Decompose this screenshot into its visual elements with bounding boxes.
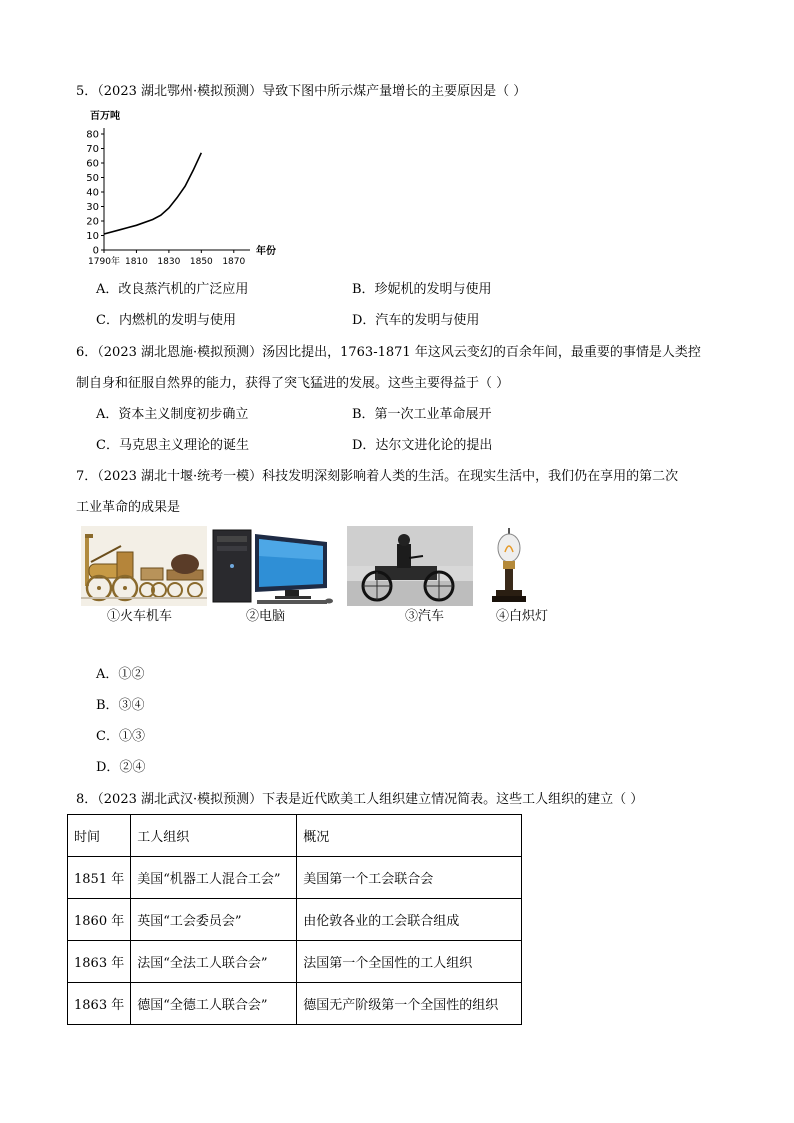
- cell-organization: 英国“工会委员会”: [131, 899, 297, 941]
- cell-organization: 法国“全法工人联合会”: [131, 941, 297, 983]
- cell-overview: 由伦敦各业的工会联合组成: [297, 899, 522, 941]
- y-tick-label: 50: [86, 173, 99, 184]
- q7-option-b[interactable]: B．③④: [96, 698, 145, 713]
- q5-option-c[interactable]: C．内燃机的发明与使用: [96, 313, 236, 328]
- y-tick-label: 80: [86, 129, 99, 141]
- header-time: 时间: [68, 815, 131, 857]
- q6-option-d[interactable]: D．达尔文进化论的提出: [352, 438, 493, 453]
- coal-output-line: [104, 153, 201, 234]
- q5-stem: 5．（2023 湖北鄂州·模拟预测）导致下图中所示煤产量增长的主要原因是（ ）: [76, 84, 527, 99]
- computer-image: [209, 526, 335, 606]
- chart-x-ticks: [88, 250, 245, 267]
- y-tick-label: 20: [86, 216, 99, 228]
- x-tick-label: 1810: [124, 257, 148, 267]
- locomotive-image: [81, 526, 207, 606]
- q7-stem-line1: 7．（2023 湖北十堰·统考一模）科技发明深刻影响着人类的生活。在现实生活中，我们仍在享用的第二次: [76, 469, 679, 484]
- caption-car: ③汽车: [405, 609, 445, 624]
- y-tick-label: 30: [86, 202, 99, 213]
- cell-overview: 美国第一个工会联合会: [297, 857, 522, 899]
- cell-organization: 德国“全德工人联合会”: [131, 983, 297, 1025]
- y-tick-label: 0: [92, 245, 99, 257]
- q6-option-a[interactable]: A．资本主义制度初步确立: [96, 407, 249, 422]
- q8-stem: 8．（2023 湖北武汉·模拟预测）下表是近代欧美工人组织建立情况简表。这些工人组织的建立（ ）: [76, 792, 644, 807]
- q7-option-c[interactable]: C．①③: [96, 729, 145, 744]
- table-row: [68, 941, 522, 983]
- coal-output-chart: [72, 108, 292, 268]
- y-tick-label: 10: [86, 231, 99, 242]
- header-organization: 工人组织: [131, 815, 297, 857]
- chart-xlabel: 年份: [256, 246, 276, 257]
- cell-overview: 德国无产阶级第一个全国性的组织: [297, 983, 522, 1025]
- q5-option-d[interactable]: D．汽车的发明与使用: [352, 313, 480, 328]
- q6-option-c[interactable]: C．马克思主义理论的诞生: [96, 438, 249, 453]
- table-header-row: [68, 815, 522, 857]
- cell-time: 1863 年: [68, 983, 131, 1025]
- cell-organization: 美国“机器工人混合工会”: [131, 857, 297, 899]
- x-tick-label: 1870: [222, 257, 246, 267]
- cell-time: 1851 年: [68, 857, 131, 899]
- cell-overview: 法国第一个全国性的工人组织: [297, 941, 522, 983]
- x-tick-label: 1850: [189, 257, 213, 267]
- cell-time: 1863 年: [68, 941, 131, 983]
- caption-light-bulb: ④白炽灯: [496, 609, 549, 624]
- table-row: [68, 857, 522, 899]
- chart-ylabel: 百万吨: [90, 111, 120, 122]
- light-bulb-image: [488, 526, 530, 606]
- car-image: [347, 526, 473, 606]
- chart-y-ticks: [86, 130, 104, 257]
- q6-option-b[interactable]: B．第一次工业革命展开: [352, 407, 492, 422]
- table-row: [68, 983, 522, 1025]
- y-tick-label: 70: [86, 144, 99, 155]
- q6-stem-line2: 制自身和征服自然界的能力，获得了突飞猛进的发展。这些主要得益于（ ）: [76, 376, 510, 391]
- x-tick-label: 1830: [157, 257, 181, 267]
- y-tick-label: 60: [86, 158, 99, 170]
- caption-locomotive: ①火车机车: [107, 609, 173, 624]
- q5-option-b[interactable]: B．珍妮机的发明与使用: [352, 282, 492, 297]
- q6-stem-line1: 6．（2023 湖北恩施·模拟预测）汤因比提出，1763-1871 年这风云变幻的百余年间，最重要的事情是人类控: [76, 345, 701, 360]
- x-tick-label: 1790年: [88, 257, 120, 267]
- q7-option-a[interactable]: A．①②: [96, 667, 145, 682]
- y-tick-label: 40: [86, 187, 99, 199]
- header-overview: 概况: [297, 815, 522, 857]
- labor-organizations-table: [67, 814, 522, 1025]
- q7-option-d[interactable]: D．②④: [96, 760, 146, 775]
- cell-time: 1860 年: [68, 899, 131, 941]
- chart-axes: [104, 128, 250, 250]
- caption-computer: ②电脑: [246, 609, 286, 624]
- q5-option-a[interactable]: A．改良蒸汽机的广泛应用: [96, 282, 249, 297]
- q7-stem-line2: 工业革命的成果是: [76, 500, 181, 515]
- table-row: [68, 899, 522, 941]
